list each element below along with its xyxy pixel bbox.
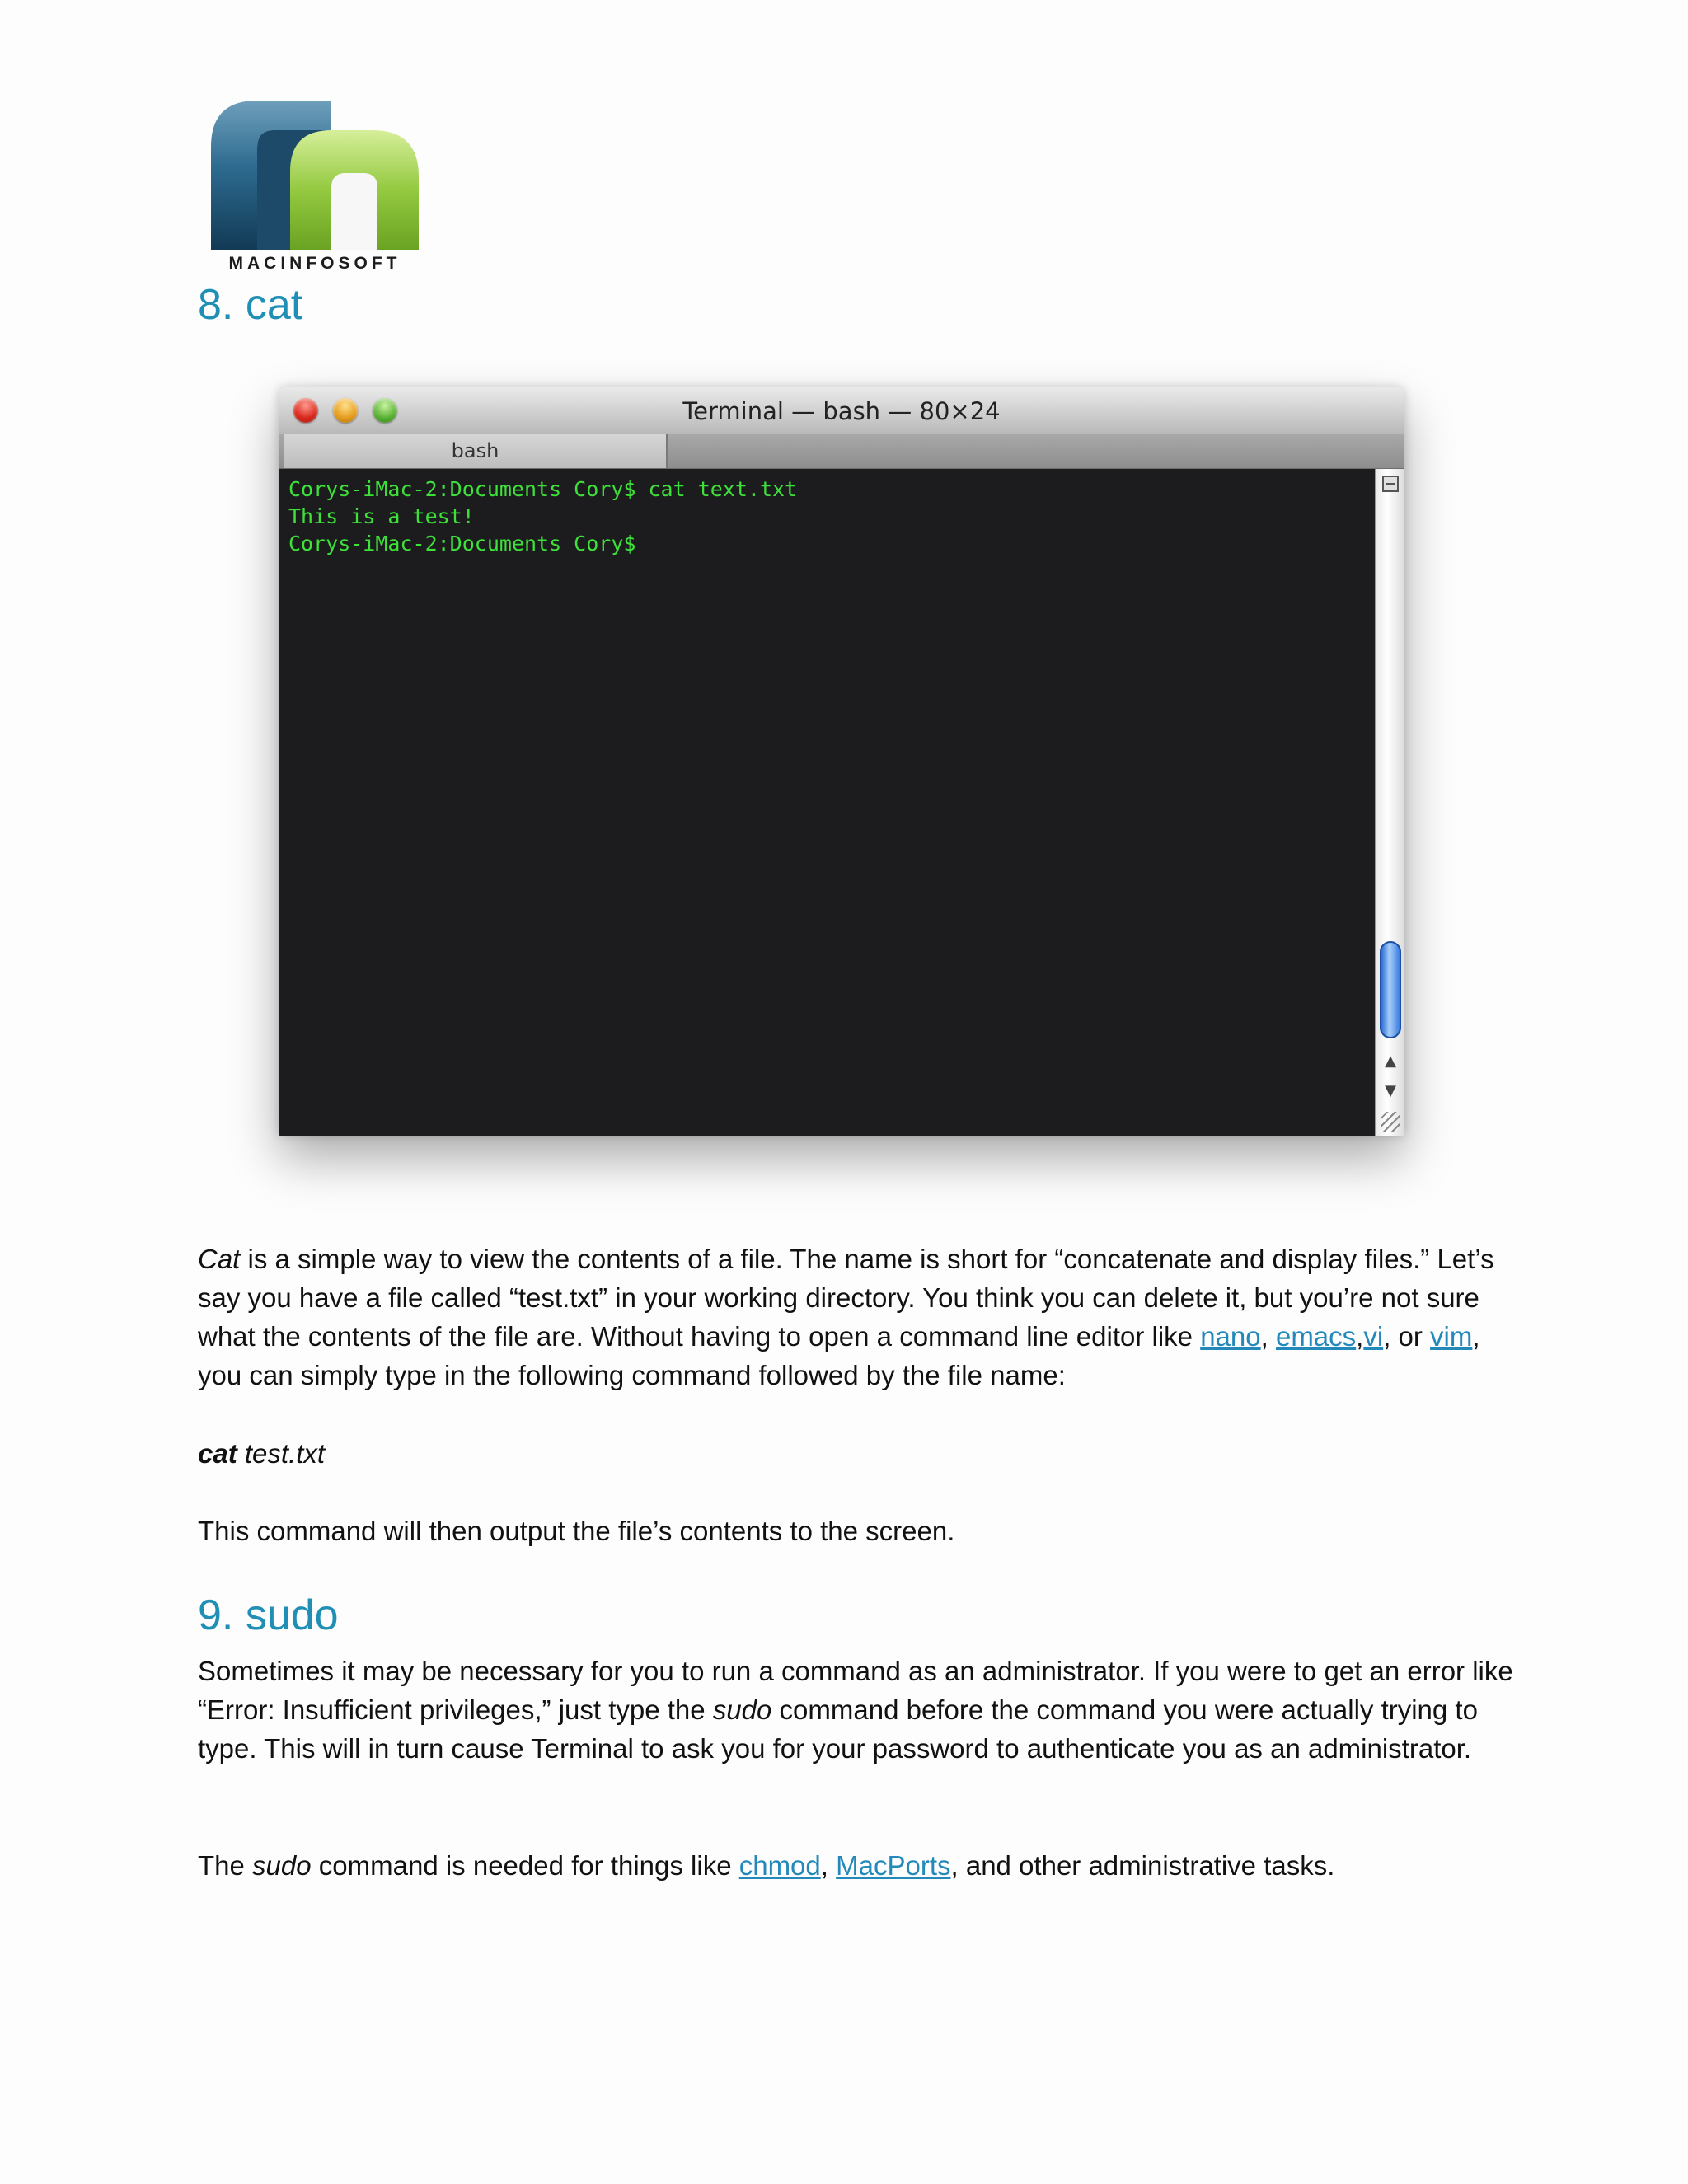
- command-argument: test.txt: [244, 1438, 326, 1469]
- cat-intro-text-1: is a simple way to view the contents of a file. The name is short for “concatenate and display files.” Let’s say you have a file called “test.txt” in your working directory. You think you can delete it, but you’re not sure what the contents of the file are. Without having to open a command line editor like: [198, 1244, 1494, 1352]
- scrollbar-thumb: [1380, 941, 1401, 1038]
- cat-output-paragraph: This command will then output the file’s contents to the screen.: [198, 1516, 955, 1546]
- link-separator: ,: [1356, 1321, 1364, 1352]
- terminal-line: Corys-iMac-2:Documents Cory$: [288, 532, 636, 555]
- cat-intro-text-2: , you can simply type in the following command followed by the file name:: [198, 1321, 1480, 1390]
- terminal-line: Corys-iMac-2:Documents Cory$ cat text.txt: [288, 477, 798, 501]
- terminal-line: This is a test!: [288, 504, 475, 528]
- cat-term: Cat: [198, 1244, 241, 1274]
- sudo-p2-text-2: command is needed for things like: [311, 1850, 739, 1881]
- link-vi[interactable]: vi: [1363, 1321, 1384, 1352]
- command-space: [237, 1438, 245, 1469]
- resize-grip-icon: [1381, 1112, 1400, 1132]
- cat-intro-paragraph: [198, 1240, 1517, 1394]
- link-separator: , or: [1383, 1321, 1431, 1352]
- scroll-up-arrow-icon: ▲: [1385, 1052, 1396, 1070]
- section-heading-sudo: 9. sudo: [198, 1591, 339, 1639]
- link-vim[interactable]: vim: [1430, 1321, 1473, 1352]
- link-separator: ,: [1260, 1321, 1276, 1352]
- terminal-window-screenshot: [279, 387, 1404, 1136]
- link-nano[interactable]: nano: [1200, 1321, 1261, 1352]
- macinfosoft-logo: [208, 97, 422, 280]
- link-emacs[interactable]: emacs: [1275, 1321, 1357, 1352]
- sudo-term: sudo: [252, 1850, 312, 1881]
- command-name: cat: [198, 1438, 237, 1469]
- sudo-paragraph-1: [198, 1652, 1517, 1768]
- sudo-term: sudo: [712, 1694, 772, 1725]
- link-chmod[interactable]: chmod: [738, 1850, 821, 1881]
- terminal-scrollbar: [1375, 469, 1404, 1136]
- link-macports[interactable]: MacPorts: [836, 1850, 951, 1881]
- sudo-p1-text-2: command before the command you were actually trying to type. This will in turn cause Terminal to ask you for your password to authenticate you as an administrator.: [198, 1694, 1478, 1764]
- section-heading-cat: 8. cat: [198, 281, 303, 329]
- sudo-p2-text-3: , and other administrative tasks.: [950, 1850, 1335, 1881]
- terminal-tab-bash: bash: [284, 434, 668, 468]
- sudo-p1-text-1: Sometimes it may be necessary for you to run a command as an administrator. If you were to get an error like “Error: Insufficient privileges,” just type the: [198, 1656, 1513, 1725]
- terminal-title: Terminal — bash — 80×24: [682, 397, 1001, 425]
- terminal-tabbar: [279, 434, 1404, 469]
- logo-mark-icon: [208, 97, 422, 254]
- logo-wordmark: MACINFOSOFT: [228, 254, 401, 273]
- sudo-paragraph-2: [198, 1846, 1517, 1885]
- scroll-down-arrow-icon: ▼: [1385, 1082, 1396, 1099]
- sudo-p2-text-1: The: [198, 1850, 253, 1881]
- terminal-titlebar: [279, 387, 1404, 434]
- cat-command-example: [198, 1434, 1517, 1473]
- terminal-screen: [279, 469, 1375, 1136]
- link-separator: ,: [820, 1850, 837, 1881]
- split-pane-icon: [1382, 476, 1399, 492]
